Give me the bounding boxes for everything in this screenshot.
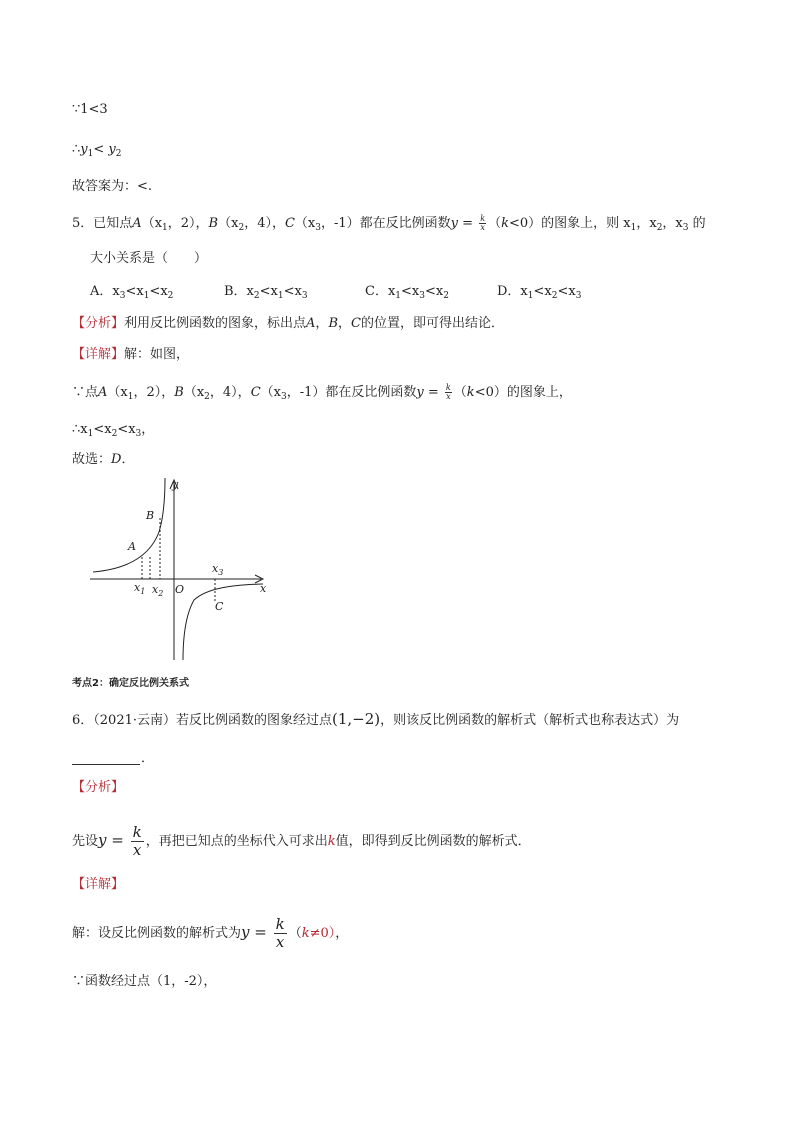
- equals-sign: =: [249, 923, 272, 941]
- sub: 1: [143, 291, 150, 301]
- point-a-label: A: [132, 216, 142, 231]
- option-b[interactable]: [224, 283, 308, 301]
- q5-detail-line2: [72, 384, 572, 402]
- sub: 2: [111, 429, 118, 439]
- text: ，: [141, 422, 155, 437]
- label-x2-var: x: [152, 583, 159, 596]
- sub: 1: [630, 223, 637, 233]
- q5-choice: [72, 451, 134, 469]
- q5-detail-line3: [72, 421, 154, 439]
- fraction-k-over-x: [479, 215, 486, 232]
- denominator-x: x: [132, 841, 142, 859]
- equals-sign: =: [423, 385, 443, 400]
- sub: 2: [443, 291, 449, 301]
- text: <0）的图象上，: [474, 385, 572, 400]
- q5-text: ，-1）都在反比例函数: [321, 216, 451, 231]
- q5-analysis: [72, 315, 504, 333]
- sub: 3: [280, 392, 287, 402]
- label-b: B: [146, 509, 155, 522]
- option-text: <x: [149, 284, 168, 299]
- sub: 2: [204, 392, 210, 402]
- q6-period: ．: [141, 751, 155, 766]
- text: （: [453, 385, 467, 400]
- sub: 1: [87, 429, 94, 439]
- q6-detail-tag: 【详解】: [72, 877, 125, 892]
- answer-line: 故答案为：<.: [72, 179, 153, 194]
- label-x1-sub: 1: [140, 587, 146, 596]
- q5-text: ，x: [636, 216, 657, 231]
- option-text: C．x: [365, 284, 396, 299]
- label-o: O: [175, 583, 185, 596]
- text: <x: [93, 422, 112, 437]
- sub: 3: [419, 291, 425, 301]
- text: ≠0）: [309, 926, 336, 941]
- q5-text: 的: [688, 216, 706, 231]
- point-c-label: C: [250, 385, 261, 400]
- label-a: A: [128, 540, 136, 553]
- sub-1: 1: [87, 149, 94, 159]
- q5-line2: 大小关系是（ ）: [90, 251, 208, 266]
- equals-sign: =: [106, 831, 129, 849]
- label-x3-var: x: [212, 562, 219, 575]
- var-y: y: [98, 831, 107, 849]
- q6-text: 6．（2021·云南）若反比例函数的图象经过点: [72, 713, 332, 728]
- point-b-label: B: [208, 216, 219, 231]
- var-k: k: [501, 216, 509, 231]
- numerator-k: k: [132, 823, 142, 841]
- option-c[interactable]: [365, 283, 449, 301]
- point-a-label: A: [306, 316, 316, 331]
- q5-text: ，2），: [167, 216, 209, 231]
- text: （x: [260, 385, 281, 400]
- q6-text: ，则该反比例函数的解析式（解析式也称表达式）为: [380, 713, 680, 728]
- label-x2-sub: 2: [158, 589, 164, 598]
- text: （x: [183, 385, 205, 400]
- q6-line1: [72, 710, 679, 730]
- sub: 3: [135, 429, 142, 439]
- choice-d: D: [111, 452, 122, 467]
- option-text: <x: [557, 284, 576, 299]
- text: ，再把已知点的坐标代入可求出: [145, 834, 328, 849]
- option-text: <x: [283, 284, 302, 299]
- denominator-x: x: [275, 933, 285, 951]
- analysis-text: 的位置，即可得出结论．: [360, 316, 504, 331]
- label-x3-sub: 3: [218, 568, 224, 577]
- q5-text: （: [488, 216, 502, 231]
- point-c-label: C: [284, 216, 295, 231]
- comma: ，: [338, 316, 352, 331]
- var-k: k: [301, 926, 310, 941]
- q5-text: （x: [294, 216, 316, 231]
- label-y: y: [172, 478, 179, 491]
- option-text: <x: [125, 284, 144, 299]
- detail-tag: 【详解】: [72, 347, 125, 362]
- q5-text: <0）的图象上，则 x: [508, 216, 631, 231]
- text: ，4），: [209, 385, 251, 400]
- var-k: k: [466, 385, 475, 400]
- var-y: y: [108, 142, 116, 157]
- sub: 3: [119, 291, 126, 301]
- q5-detail: [72, 346, 189, 364]
- sub: 3: [315, 223, 321, 233]
- q6-analysis: [72, 820, 531, 860]
- fraction-k-over-x: [445, 384, 452, 401]
- text: 解：设反比例函数的解析式为: [72, 926, 242, 941]
- fraction-k-over-x: [131, 825, 144, 858]
- text: （: [288, 926, 302, 941]
- var-k: k: [327, 834, 336, 849]
- option-text: <x: [533, 284, 552, 299]
- text: ∴x: [72, 422, 88, 437]
- label-x1-var: x: [134, 581, 141, 594]
- option-text: <x: [401, 284, 420, 299]
- q5-line1: [72, 215, 706, 233]
- text: （x: [107, 385, 128, 400]
- label-x1: [134, 581, 145, 596]
- q6-last-line: ∵函数经过点（1，-2），: [72, 974, 217, 989]
- text: 值，即得到反比例函数的解析式．: [335, 834, 531, 849]
- fraction-k-over-x: [274, 917, 287, 950]
- q6-detail: [72, 912, 348, 952]
- text: 故选：: [72, 452, 112, 467]
- sub: 3: [301, 291, 308, 301]
- sub: 3: [575, 291, 582, 301]
- lt-sign: <: [93, 142, 109, 157]
- q5-text: （x: [218, 216, 239, 231]
- curve-fourth-quadrant: [183, 584, 263, 660]
- sub: 2: [167, 291, 174, 301]
- sub: 3: [682, 223, 689, 233]
- q6-analysis-tag: 【分析】: [72, 780, 125, 795]
- denominator-x: x: [446, 392, 451, 401]
- label-x3: [212, 562, 223, 577]
- point-b-label: B: [328, 316, 338, 331]
- sub: 2: [253, 291, 260, 301]
- sub: 1: [395, 291, 402, 301]
- q5-text: ，x: [662, 216, 683, 231]
- text: ，-1）都在反比例函数: [286, 385, 417, 400]
- sub: 2: [238, 223, 245, 233]
- text-y1-lt-y2: [72, 141, 122, 159]
- point-c-label: C: [351, 316, 361, 331]
- q5-number: 5．: [72, 216, 94, 231]
- sub: 1: [127, 392, 134, 402]
- sub: 2: [656, 223, 663, 233]
- label-x: x: [260, 582, 267, 595]
- point-b-label: B: [174, 385, 184, 400]
- text: 先设: [72, 834, 99, 849]
- comma: ，: [315, 316, 329, 331]
- label-c: C: [215, 600, 224, 613]
- inverse-function-graph: [88, 474, 278, 664]
- point-a-label: A: [98, 385, 108, 400]
- denominator-x: x: [480, 223, 485, 232]
- answer-blank[interactable]: [72, 764, 140, 765]
- section-heading: 考点2：确定反比例关系式: [72, 678, 189, 689]
- sub: 1: [277, 291, 284, 301]
- text: ∵点: [72, 385, 99, 400]
- numerator-k: k: [480, 214, 486, 223]
- option-text: B．x: [224, 284, 254, 299]
- equals-sign: =: [458, 216, 478, 231]
- option-text: D．x: [497, 284, 528, 299]
- numerator-k: k: [275, 915, 285, 933]
- var-y: y: [416, 385, 424, 400]
- detail-text: 解：如图，: [124, 347, 190, 362]
- sub: 2: [551, 291, 558, 301]
- var-y: y: [450, 216, 459, 231]
- sub: 1: [162, 223, 168, 233]
- q5-text: ，4），: [244, 216, 285, 231]
- option-text: <x: [424, 284, 444, 299]
- curve-second-quadrant: [93, 478, 165, 572]
- var-y: y: [80, 142, 88, 157]
- therefore-symbol: ∴: [72, 142, 81, 157]
- q5-text: 已知点: [93, 216, 133, 231]
- analysis-text: 利用反比例函数的图象，标出点: [124, 316, 307, 331]
- text: ，: [335, 926, 349, 941]
- text: ．: [121, 452, 135, 467]
- sub-2: 2: [115, 149, 122, 159]
- q6-point: (1,−2): [332, 710, 381, 728]
- option-text: <x: [259, 284, 278, 299]
- q5-options: [90, 283, 650, 301]
- q5-text: （x: [141, 216, 163, 231]
- text-since-1-lt-3: ∵1<3: [72, 102, 108, 117]
- text: ，2），: [133, 385, 175, 400]
- sub: 1: [527, 291, 534, 301]
- text: <x: [117, 422, 136, 437]
- numerator-k: k: [445, 383, 451, 392]
- option-text: A．x: [90, 284, 120, 299]
- option-d[interactable]: [497, 283, 581, 301]
- label-x2: [152, 583, 163, 598]
- analysis-tag: 【分析】: [72, 316, 125, 331]
- var-y: y: [241, 923, 250, 941]
- option-a[interactable]: [90, 283, 173, 301]
